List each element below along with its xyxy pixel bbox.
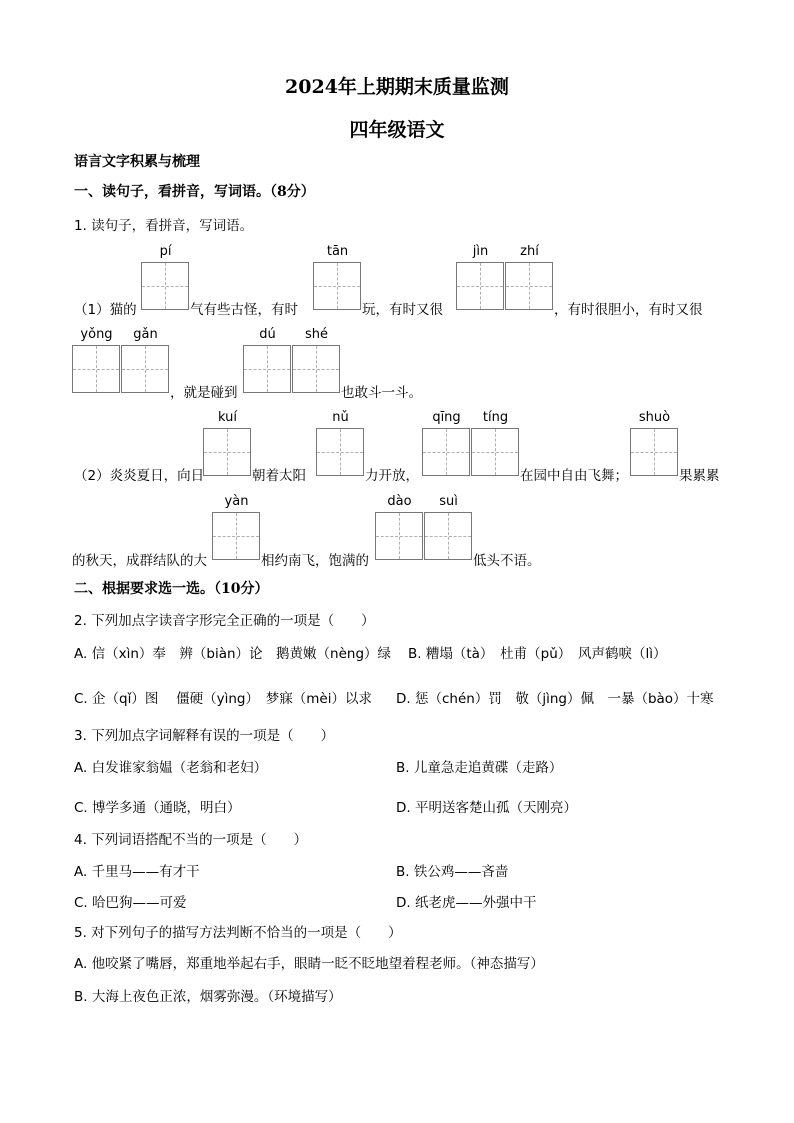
writing-box[interactable] [471, 428, 519, 476]
pinyin-label: gǎn [133, 327, 158, 342]
pinyin-label: yàn [224, 494, 249, 509]
q3-option-c[interactable]: C. 博学多通（通晓，明白） [74, 800, 241, 816]
pinyin-label: dào [387, 494, 412, 509]
pinyin-label: zhí [520, 244, 539, 259]
pinyin-label: jìn [472, 244, 489, 259]
writing-box[interactable] [505, 262, 553, 310]
writing-box[interactable] [212, 512, 260, 560]
writing-box[interactable] [424, 512, 472, 560]
sentence-text: 玩，有时又很 [362, 302, 443, 318]
pinyin-label: shé [304, 327, 328, 342]
pinyin-label: qīng [432, 410, 461, 425]
pinyin-label: tíng [482, 410, 509, 425]
sentence-text: 力开放， [365, 468, 419, 484]
part1-heading: 一、读句子，看拼音，写词语。（8分） [74, 184, 315, 200]
q3-stem: 3. 下列加点字词解释有误的一项是（ ） [74, 728, 335, 744]
writing-box[interactable] [375, 512, 423, 560]
pinyin-label: tān [326, 244, 349, 259]
q4-stem: 4. 下列词语搭配不当的一项是（ ） [74, 832, 308, 848]
sentence-text: （2）炎炎夏日，向日 [74, 468, 205, 484]
writing-box[interactable] [422, 428, 470, 476]
writing-box[interactable] [456, 262, 504, 310]
sentence-text: 的秋天，成群结队的大 [72, 553, 207, 569]
q4-option-c[interactable]: C. 哈巴狗——可爱 [74, 895, 187, 911]
q5-option-b[interactable]: B. 大海上夜色正浓，烟雾弥漫。（环境描写） [74, 989, 342, 1005]
sentence-text: （1）猫的 [74, 302, 137, 318]
pinyin-label: suì [439, 494, 458, 509]
pinyin-label: shuò [638, 410, 671, 425]
q4-option-b[interactable]: B. 铁公鸡——吝啬 [396, 864, 509, 880]
q4-option-a[interactable]: A. 千里马——有才干 [74, 864, 200, 880]
sentence-text: 果累累 [679, 468, 720, 484]
sentence-text: 低头不语。 [473, 553, 541, 569]
sentence-text: ，就是碰到 [170, 385, 238, 401]
q2-option-d[interactable]: D. 惩（chén）罚 敬（jìng）佩 一暴（bào）十寒 [396, 691, 714, 707]
writing-box[interactable] [243, 345, 291, 393]
section-label: 语言文字积累与梳理 [74, 154, 200, 170]
pinyin-label: nǔ [332, 410, 349, 425]
pinyin-label: kuí [218, 410, 237, 425]
sentence-text: 也敢斗一斗。 [341, 385, 422, 401]
writing-box[interactable] [203, 428, 251, 476]
sentence-text: 相约南飞，饱满的 [261, 553, 369, 569]
q3-option-b[interactable]: B. 儿童急走追黄碟（走路） [396, 760, 563, 776]
q4-option-d[interactable]: D. 纸老虎——外强中干 [396, 895, 537, 911]
writing-box[interactable] [316, 428, 364, 476]
page-title: 2024年上期期末质量监测 [285, 76, 509, 98]
q3-option-a[interactable]: A. 白发谁家翁媪（老翁和老妇） [74, 760, 268, 776]
q5-stem: 5. 对下列句子的描写方法判断不恰当的一项是（ ） [74, 925, 402, 941]
q2-option-b[interactable]: B. 糟塌（tà） 杜甫（pǔ） 风声鹤唳（lì） [408, 646, 667, 662]
q2-stem: 2. 下列加点字读音字形完全正确的一项是（ ） [74, 613, 375, 629]
writing-box[interactable] [72, 345, 120, 393]
q5-option-a[interactable]: A. 他咬紧了嘴唇，郑重地举起右手，眼睛一眨不眨地望着程老师。（神态描写） [74, 956, 544, 972]
writing-box[interactable] [313, 262, 361, 310]
sentence-text: 在园中自由飞舞； [520, 468, 628, 484]
writing-box[interactable] [141, 262, 189, 310]
q3-option-d[interactable]: D. 平明送客楚山孤（天刚亮） [396, 800, 577, 816]
part2-heading: 二、根据要求选一选。（10分） [74, 581, 269, 597]
sentence-text: 气有些古怪，有时 [190, 302, 298, 318]
q2-option-c[interactable]: C. 企（qǐ）图 僵硬（yìng） 梦寐（mèi）以求 [74, 691, 372, 707]
writing-box[interactable] [630, 428, 678, 476]
sentence-text: ，有时很胆小，有时又很 [554, 302, 703, 318]
writing-box[interactable] [121, 345, 169, 393]
q1-stem: 1. 读句子，看拼音，写词语。 [74, 218, 254, 234]
sentence-text: 朝着太阳 [252, 468, 306, 484]
pinyin-label: yǒng [80, 327, 113, 342]
page-subtitle: 四年级语文 [349, 119, 445, 141]
writing-box[interactable] [292, 345, 340, 393]
pinyin-label: pí [159, 244, 172, 259]
q2-option-a[interactable]: A. 信（xìn）奉 辨（biàn）论 鹅黄嫩（nèng）绿 [74, 646, 392, 662]
pinyin-label: dú [259, 327, 276, 342]
